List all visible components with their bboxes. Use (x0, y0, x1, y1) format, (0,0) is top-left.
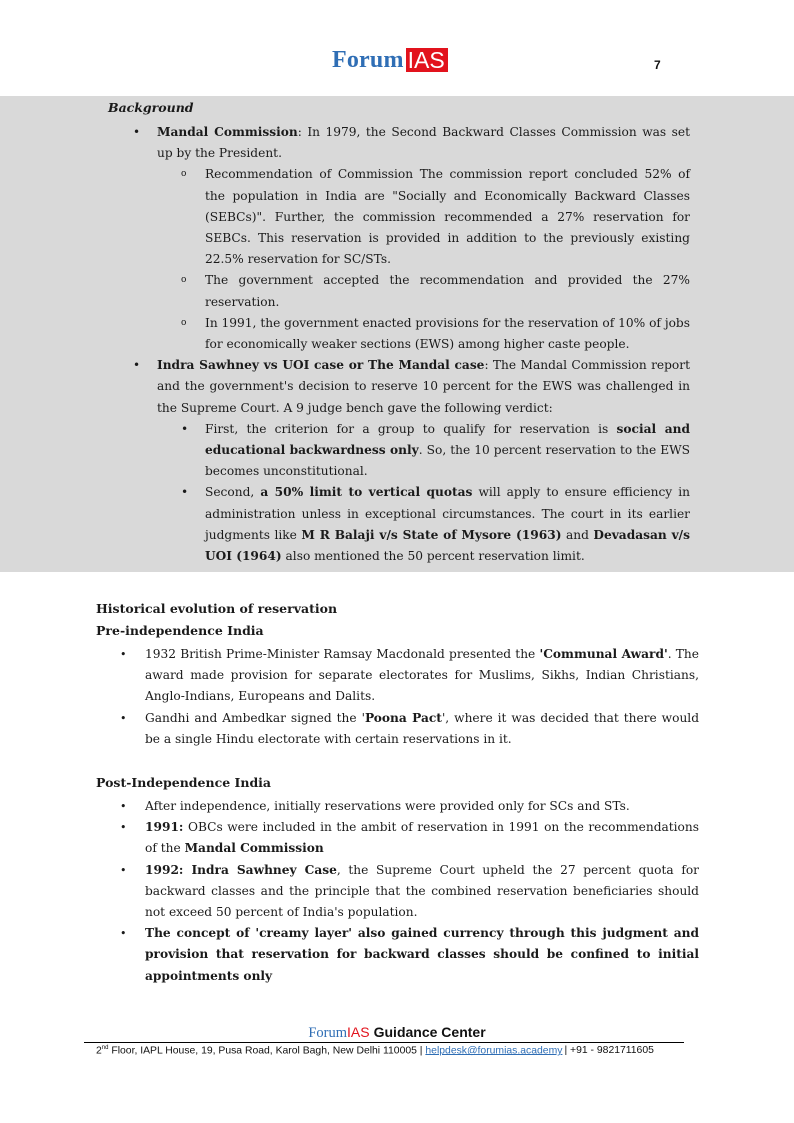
bullet-icon: • (181, 421, 189, 436)
bold-segment: Devadasan v/s UOI (1964) (205, 527, 690, 564)
logo-ias-text: IAS (406, 48, 448, 72)
post-independence-heading: Post-Independence India (96, 775, 272, 790)
text-segment: Gandhi and Ambedkar signed the ' (145, 710, 365, 725)
bullet-icon: • (120, 927, 127, 941)
address-text: Floor, IAPL House, 19, Pusa Road, Karol Bagh, New Delhi 110005 | (108, 1045, 426, 1057)
text-segment: and (561, 527, 594, 542)
text-segment: After independence, initially reservations were provided only for SCs and STs. (145, 799, 630, 813)
bold-segment: Poona Pact (364, 710, 442, 725)
bold-segment: The concept of 'creamy layer' also gained currency through this judgment and provision that reservation for backward classes should be confined to initial appointments only (145, 926, 699, 983)
page-header (0, 44, 794, 76)
sub-item (157, 313, 690, 355)
text-segment: First, the criterion for a group to qualify for reservation is (205, 421, 617, 436)
list-item (120, 644, 699, 708)
sub-item (157, 164, 690, 270)
list-item-mandal-commission (133, 122, 691, 164)
bold-segment: M R Balaji v/s State of Mysore (1963) (301, 527, 562, 542)
bullet-icon: • (120, 800, 127, 813)
sub-item (157, 419, 690, 483)
bold-segment: 'Communal Award' (539, 647, 668, 661)
background-title: Background (108, 100, 194, 115)
text-segment: Second, (205, 485, 261, 500)
bold-segment: a 50% limit to vertical quotas (260, 485, 473, 500)
pre-independence-heading: Pre-independence India (96, 623, 264, 638)
page-number: 7 (654, 58, 661, 72)
bullet-icon: • (181, 485, 189, 500)
sub-item-text: In 1991, the government enacted provisions for the reservation of 10% of jobs for economically weaker sections (EWS) among higher caste people. (205, 315, 690, 352)
footer-guidance-text: Guidance Center (373, 1024, 486, 1040)
footer-title (0, 1024, 794, 1042)
text-segment: , the Supreme Court upheld the 27 percent quota for backward classes and the principle that the combined reservation beneficiaries should not exceed 50 percent of India's population. (145, 862, 700, 920)
sub-item-text: Recommendation of Commission The commission report concluded 52% of the population in India are "Socially and Economically Backward Classes (SEBCs)". Further, the commission recommended a 27% reservation for SEBCs. This reservation is provided in addition to the previously existing 22.5% reservation for SC/STs. (205, 167, 690, 267)
bullet-icon: • (133, 125, 141, 139)
list-item-indra-sawhney (133, 355, 690, 419)
phone-text: | +91 - 9821711605 (564, 1045, 654, 1057)
text-segment: 1932 British Prime-Minister Ramsay Macdonald presented the (145, 647, 540, 661)
circle-bullet-icon: o (181, 275, 187, 286)
bold-segment: Mandal Commission (184, 841, 324, 856)
item-text: : In 1979, the Second Backward Classes Commission was set up by the President. (157, 125, 691, 161)
bold-segment: 1992: Indra Sawhney Case (145, 862, 337, 877)
list-item (120, 817, 699, 859)
list-item (120, 708, 700, 750)
address-floor: 2 (96, 1045, 102, 1057)
list-item (120, 923, 699, 987)
post-independence-list (120, 796, 700, 987)
list-item (120, 796, 699, 817)
bullet-icon: • (120, 711, 127, 725)
bold-segment: social and educational backwardness only (205, 421, 691, 458)
circle-bullet-icon: o (181, 317, 187, 328)
list-item (120, 860, 700, 924)
footer-ias-text: IAS (347, 1024, 370, 1040)
pre-independence-list (120, 644, 700, 750)
item-bold-label: Mandal Commission (157, 125, 298, 139)
bullet-icon: • (120, 863, 127, 877)
sub-item (157, 482, 690, 567)
logo-forum-text: Forum (332, 47, 404, 73)
footer-address (96, 1045, 654, 1056)
text-segment: . So, the 10 percent reservation to the EWS becomes unconstitutional. (205, 443, 691, 479)
text-segment: also mentioned the 50 percent reservation limit. (281, 549, 585, 564)
text-segment: will apply to ensure efficiency in administration unless in exceptional circumstances. The court in its earlier judgments like (205, 485, 690, 542)
footer-forum-text: Forum (308, 1025, 348, 1041)
background-list (133, 122, 691, 567)
sub-item-text: The government accepted the recommendation and provided the 27% reservation. (205, 273, 690, 309)
sub-item (157, 270, 690, 312)
email-link[interactable]: helpdesk@forumias.academy (425, 1045, 563, 1057)
historical-evolution-heading: Historical evolution of reservation (96, 601, 338, 616)
forumias-logo (332, 48, 448, 72)
text-segment: ', where it was decided that there would be a single Hindu electorate with certain reservations in it. (145, 710, 700, 746)
bullet-icon: • (120, 821, 127, 835)
text-segment: . The award made provision for separate electorates for Muslims, Sikhs, Indian Christians, Anglo-Indians, Europeans and Dalits. (145, 647, 699, 704)
circle-bullet-icon: o (181, 169, 187, 180)
bold-segment: 1991: (145, 820, 184, 835)
footer-divider (84, 1042, 684, 1043)
item-bold-label: Indra Sawhney vs UOI case or The Mandal case (157, 358, 485, 373)
text-segment: OBCs were included in the ambit of reservation in 1991 on the recommendations of the (145, 820, 699, 856)
bullet-icon: • (133, 358, 141, 373)
bullet-icon: • (120, 648, 127, 661)
item-text: : The Mandal Commission report and the government's decision to reserve 10 percent for the EWS was challenged in the Supreme Court. A 9 judge bench gave the following verdict: (157, 358, 690, 415)
address-sup: nd (101, 1045, 109, 1051)
